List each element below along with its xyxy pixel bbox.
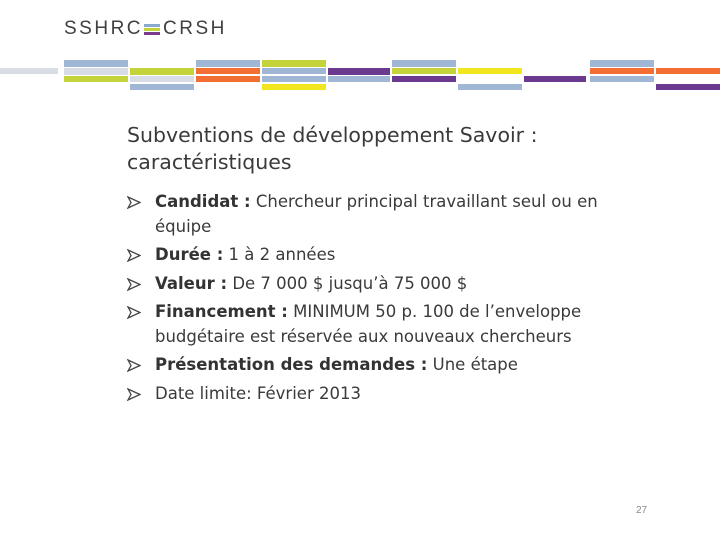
arrow-bullet-icon [127,306,141,319]
arrow-bullet-icon [127,278,141,291]
arrow-bullet-icon [127,249,141,262]
bullet-text: MINIMUM 50 p. 100 de l’enveloppe budgétaire est réservée aux nouveaux chercheurs [155,302,582,346]
bullet-text: Chercheur principal travaillant seul ou en équipe [155,192,598,236]
bullet-item-valeur [127,272,647,297]
arrow-bullet-icon [127,388,141,401]
bullet-label: Candidat : [155,192,251,211]
page-number: 27 [636,505,648,516]
bullet-label: Présentation des demandes : [155,355,428,374]
bullet-item-date-limite [127,382,647,407]
bullet-item-candidat [127,190,647,239]
bullet-text: 1 à 2 années [223,245,336,264]
sshrc-crsh-logo [64,18,227,40]
bullet-list [127,190,647,410]
bullet-label: Financement : [155,302,288,321]
logo-text-crsh: CRSH [163,18,227,39]
bullet-item-duree [127,243,647,268]
bullet-item-financement [127,300,647,349]
bullet-text: Date limite: Février 2013 [155,383,361,403]
slide-title: Subventions de développement Savoir : caractéristiques [127,123,538,174]
logo-text-sshrc: SSHRC [64,18,144,39]
bullet-item-presentation [127,353,647,378]
bullet-label: Durée : [155,245,224,264]
header-stripe-band [0,0,720,100]
bullet-text: Une étape [427,355,518,374]
arrow-bullet-icon [127,359,141,372]
bullet-text: De 7 000 $ jusqu’à 75 000 $ [227,273,468,293]
logo-mark-icon [144,24,160,35]
arrow-bullet-icon [127,196,141,209]
bullet-label: Valeur : [155,273,228,293]
